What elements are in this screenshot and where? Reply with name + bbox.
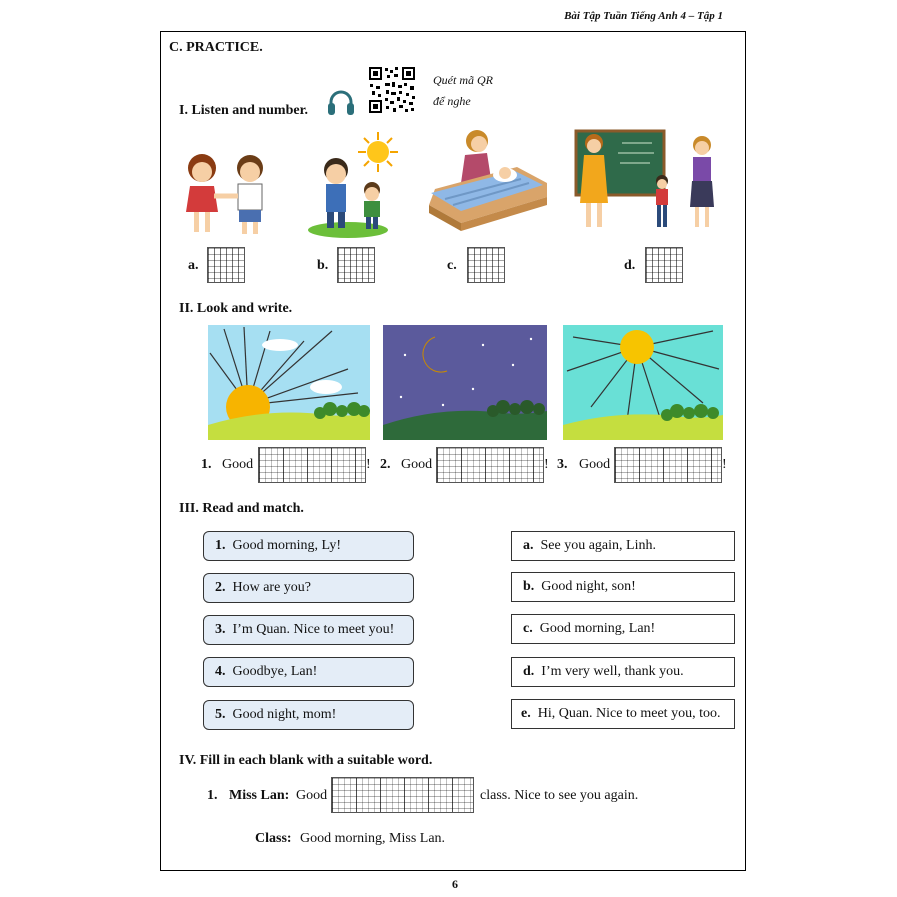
match-left-3[interactable] bbox=[203, 615, 414, 645]
part4-num-1: 1. bbox=[207, 788, 218, 803]
section-title: C. PRACTICE. bbox=[169, 40, 263, 55]
picture-teacher-mother-child bbox=[572, 129, 732, 233]
match-left-num: 3. bbox=[215, 622, 226, 637]
match-left-num: 5. bbox=[215, 707, 226, 722]
part1-answer-box-b[interactable] bbox=[337, 247, 375, 283]
match-left-text: Good night, mom! bbox=[232, 707, 337, 722]
match-right-num: a. bbox=[523, 538, 534, 553]
match-left-1[interactable] bbox=[203, 531, 414, 561]
part2-num-1: 1. bbox=[201, 457, 212, 472]
match-right-a[interactable] bbox=[511, 531, 735, 561]
match-right-text: Hi, Quan. Nice to meet you, too. bbox=[537, 706, 721, 721]
book-header: Bài Tập Tuần Tiếng Anh 4 – Tập 1 bbox=[564, 10, 723, 22]
match-left-text: How are you? bbox=[232, 580, 312, 595]
qr-note-line1: Quét mã QR bbox=[433, 73, 493, 87]
part2-word-1: Good bbox=[222, 457, 254, 472]
qr-code-image bbox=[368, 66, 416, 114]
match-right-text: See you again, Linh. bbox=[540, 538, 656, 553]
part2-num-2: 2. bbox=[380, 457, 391, 472]
part2-word-2: Good bbox=[401, 457, 433, 472]
match-left-text: I’m Quan. Nice to meet you! bbox=[232, 622, 395, 637]
part1-label-a: a. bbox=[188, 258, 199, 273]
part4-title: IV. Fill in each blank with a suitable word. bbox=[179, 753, 433, 768]
part4-reply: Good morning, Miss Lan. bbox=[300, 831, 446, 846]
match-right-d[interactable] bbox=[511, 657, 735, 687]
match-right-e[interactable] bbox=[511, 699, 735, 729]
match-left-num: 1. bbox=[215, 538, 226, 553]
match-left-num: 2. bbox=[215, 580, 226, 595]
part3-title: III. Read and match. bbox=[179, 501, 304, 516]
match-right-num: c. bbox=[523, 621, 533, 636]
match-right-b[interactable] bbox=[511, 572, 735, 602]
part1-answer-box-d[interactable] bbox=[645, 247, 683, 283]
match-right-text: Good morning, Lan! bbox=[539, 621, 656, 636]
part1-title: I. Listen and number. bbox=[179, 103, 309, 118]
page-number: 6 bbox=[452, 877, 458, 891]
match-left-text: Good morning, Ly! bbox=[232, 538, 341, 553]
picture-children-handshake bbox=[172, 146, 282, 238]
match-left-4[interactable] bbox=[203, 657, 414, 687]
match-right-num: d. bbox=[523, 664, 535, 679]
scene-afternoon bbox=[563, 325, 723, 440]
scene-night bbox=[383, 325, 547, 440]
scene-morning bbox=[208, 325, 370, 440]
match-left-num: 4. bbox=[215, 664, 226, 679]
qr-code[interactable] bbox=[368, 66, 416, 114]
qr-note bbox=[433, 70, 493, 112]
match-left-2[interactable] bbox=[203, 573, 414, 603]
part2-title: II. Look and write. bbox=[179, 301, 293, 316]
part1-answer-box-a[interactable] bbox=[207, 247, 245, 283]
part2-end-1: ! bbox=[366, 457, 371, 472]
part2-answer-box-1[interactable] bbox=[258, 447, 366, 483]
match-left-text: Goodbye, Lan! bbox=[232, 664, 318, 679]
picture-boy-and-man-sun bbox=[306, 128, 406, 240]
part2-answer-box-2[interactable] bbox=[436, 447, 544, 483]
match-right-num: e. bbox=[521, 706, 531, 721]
part4-before: Good bbox=[296, 788, 328, 803]
match-left-5[interactable] bbox=[203, 700, 414, 730]
part4-after: class. Nice to see you again. bbox=[480, 788, 639, 803]
picture-mother-child-bed bbox=[425, 127, 550, 235]
part1-answer-box-c[interactable] bbox=[467, 247, 505, 283]
match-right-num: b. bbox=[523, 579, 535, 594]
part1-label-d: d. bbox=[624, 258, 636, 273]
part4-speaker-1: Miss Lan: bbox=[229, 788, 290, 803]
match-right-c[interactable] bbox=[511, 614, 735, 644]
part2-word-3: Good bbox=[579, 457, 611, 472]
part4-speaker-2: Class: bbox=[255, 831, 292, 846]
qr-note-line2: để nghe bbox=[433, 94, 471, 108]
match-right-text: Good night, son! bbox=[541, 579, 636, 594]
part2-answer-box-3[interactable] bbox=[614, 447, 722, 483]
match-right-text: I’m very well, thank you. bbox=[541, 664, 684, 679]
part1-label-c: c. bbox=[447, 258, 457, 273]
headphones-icon[interactable] bbox=[326, 88, 356, 118]
part4-answer-box-1[interactable] bbox=[331, 777, 474, 813]
part2-end-2: ! bbox=[544, 457, 549, 472]
part1-label-b: b. bbox=[317, 258, 329, 273]
part2-end-3: ! bbox=[722, 457, 727, 472]
part2-num-3: 3. bbox=[557, 457, 568, 472]
